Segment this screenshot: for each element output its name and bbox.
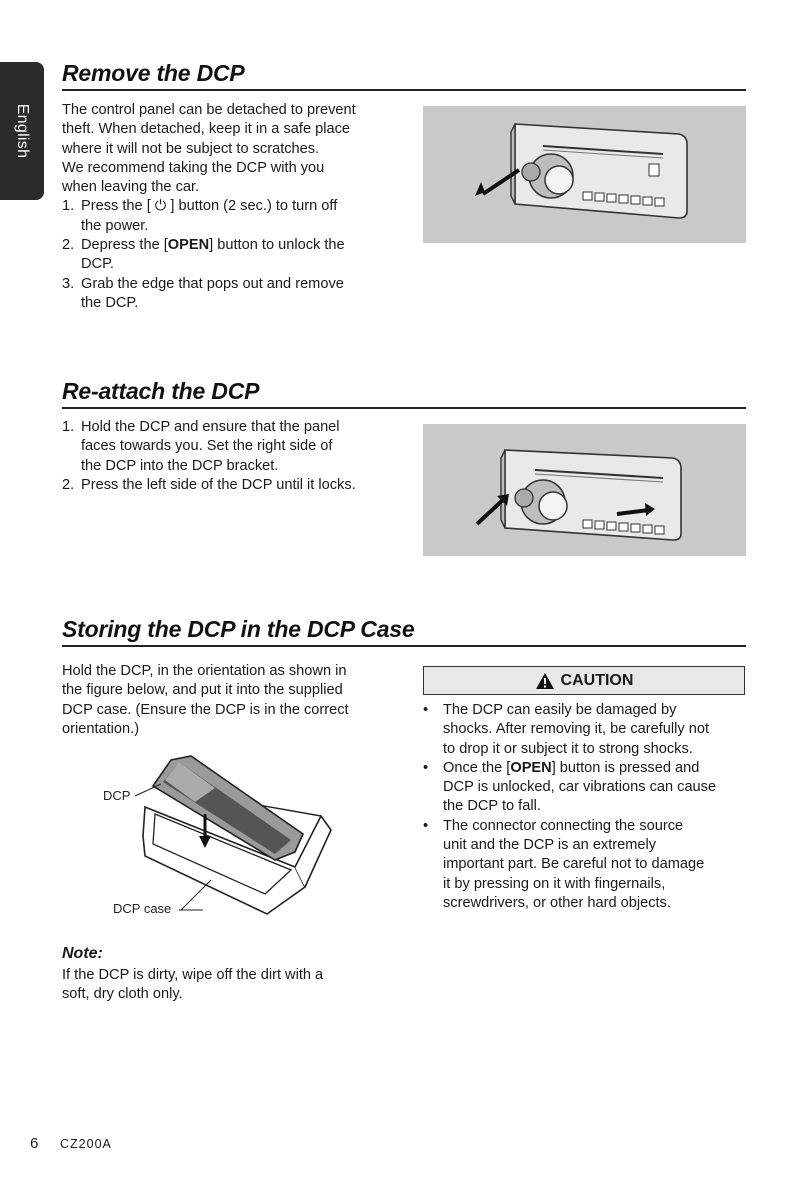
- dcp-reattach-illustration: [423, 424, 746, 556]
- list-item: [423, 817, 753, 913]
- note-body: [62, 966, 402, 1005]
- caution-list: [423, 701, 753, 913]
- figure-label-dcp: DCP: [103, 788, 131, 803]
- text-line: it by pressing on it with fingernails,: [443, 875, 666, 892]
- text-line: where it will not be subject to scratches.: [62, 140, 320, 157]
- text-fragment: Depress the [: [81, 237, 168, 254]
- figure-reattach-dcp: [423, 424, 746, 556]
- text-line: Press the left side of the DCP until it locks.: [81, 476, 356, 493]
- text-line: The DCP can easily be damaged by: [443, 702, 677, 718]
- text-line: unit and the DCP is an extremely: [443, 837, 657, 854]
- reattach-steps-block: [62, 418, 407, 495]
- figure-remove-dcp: [423, 106, 746, 243]
- text-line: soft, dry cloth only.: [62, 986, 183, 1003]
- text-line: Hold the DCP, in the orientation as shown in: [62, 663, 347, 679]
- text-line: Hold the DCP and ensure that the panel: [81, 419, 340, 435]
- section-rule: [62, 645, 746, 647]
- open-button-label: OPEN: [510, 759, 552, 776]
- text-line: DCP case. (Ensure the DCP is in the correct: [62, 701, 349, 718]
- step-number: 1.: [62, 419, 75, 435]
- text-line: Press the [ ⏻ ] button (2 sec.) to turn off: [81, 198, 338, 215]
- list-item: [62, 236, 402, 275]
- text-line: the DCP to fall.: [443, 798, 541, 815]
- text-line: DCP is unlocked, car vibrations can cause: [443, 779, 717, 796]
- step-number: 3.: [62, 275, 75, 292]
- text-line: screwdrivers, or other hard objects.: [443, 894, 671, 911]
- open-button-label: OPEN: [167, 237, 210, 254]
- text-line: when leaving the car.: [62, 179, 200, 196]
- remove-intro: [62, 101, 402, 313]
- language-tab-label: English: [14, 103, 31, 159]
- list-item: [423, 701, 753, 759]
- caution-title: CAUTION: [560, 671, 634, 689]
- text-line: the DCP into the DCP bracket.: [81, 457, 279, 474]
- text-line: the DCP.: [81, 294, 139, 311]
- text-line: If the DCP is dirty, wipe off the dirt with a: [62, 967, 324, 983]
- storing-body: [62, 662, 402, 739]
- step-number: 2.: [62, 237, 75, 254]
- list-item: [62, 197, 402, 236]
- list-item: [62, 418, 407, 476]
- note-title: Note:: [62, 945, 103, 962]
- language-tab: [0, 62, 44, 200]
- dcp-case-illustration: [95, 752, 345, 924]
- bullet-icon: •: [423, 702, 429, 718]
- text-line: [443, 759, 753, 778]
- list-item: [62, 275, 402, 314]
- bullet-icon: •: [423, 759, 429, 776]
- caution-header: [423, 666, 745, 695]
- text-line: shocks. After removing it, be carefully not: [443, 721, 710, 738]
- list-item: [423, 759, 753, 817]
- model-name: CZ200A: [60, 1137, 112, 1151]
- section-title-storing: Storing the DCP in the DCP Case: [62, 616, 415, 642]
- bullet-icon: •: [423, 817, 429, 834]
- page-number: 6: [30, 1135, 39, 1152]
- text-line: We recommend taking the DCP with you: [62, 159, 325, 176]
- section-title-remove: Remove the DCP: [62, 60, 245, 86]
- section-title-reattach: Re-attach the DCP: [62, 378, 260, 404]
- list-item: [62, 476, 407, 495]
- text-line: theft. When detached, keep it in a safe place: [62, 121, 351, 138]
- text-fragment: ] button to unlock the: [209, 237, 345, 254]
- text-line: The connector connecting the source: [443, 817, 684, 834]
- text-line: [81, 236, 402, 255]
- text-fragment: ] button is pressed and: [551, 759, 700, 776]
- step-number: 2.: [62, 476, 75, 493]
- dcp-removal-illustration: [423, 106, 746, 243]
- text-line: the power.: [81, 217, 149, 234]
- text-line: faces towards you. Set the right side of: [81, 438, 333, 455]
- text-fragment: Once the [: [443, 759, 511, 776]
- text-line: DCP.: [81, 256, 114, 273]
- section-rule: [62, 89, 746, 91]
- step-number: 1.: [62, 198, 75, 215]
- text-line: Grab the edge that pops out and remove: [81, 275, 344, 292]
- figure-label-dcp-case: DCP case: [113, 901, 172, 916]
- text-line: The control panel can be detached to prevent: [62, 102, 356, 118]
- text-line: orientation.): [62, 720, 140, 737]
- reattach-steps: [62, 418, 407, 495]
- text-line: important part. Be careful not to damage: [443, 856, 705, 873]
- section-rule: [62, 407, 746, 409]
- warning-icon: [535, 672, 555, 690]
- text-line: the figure below, and put it into the supplied: [62, 682, 343, 699]
- remove-steps: [62, 197, 402, 313]
- text-line: to drop it or subject it to strong shocks.: [443, 740, 693, 757]
